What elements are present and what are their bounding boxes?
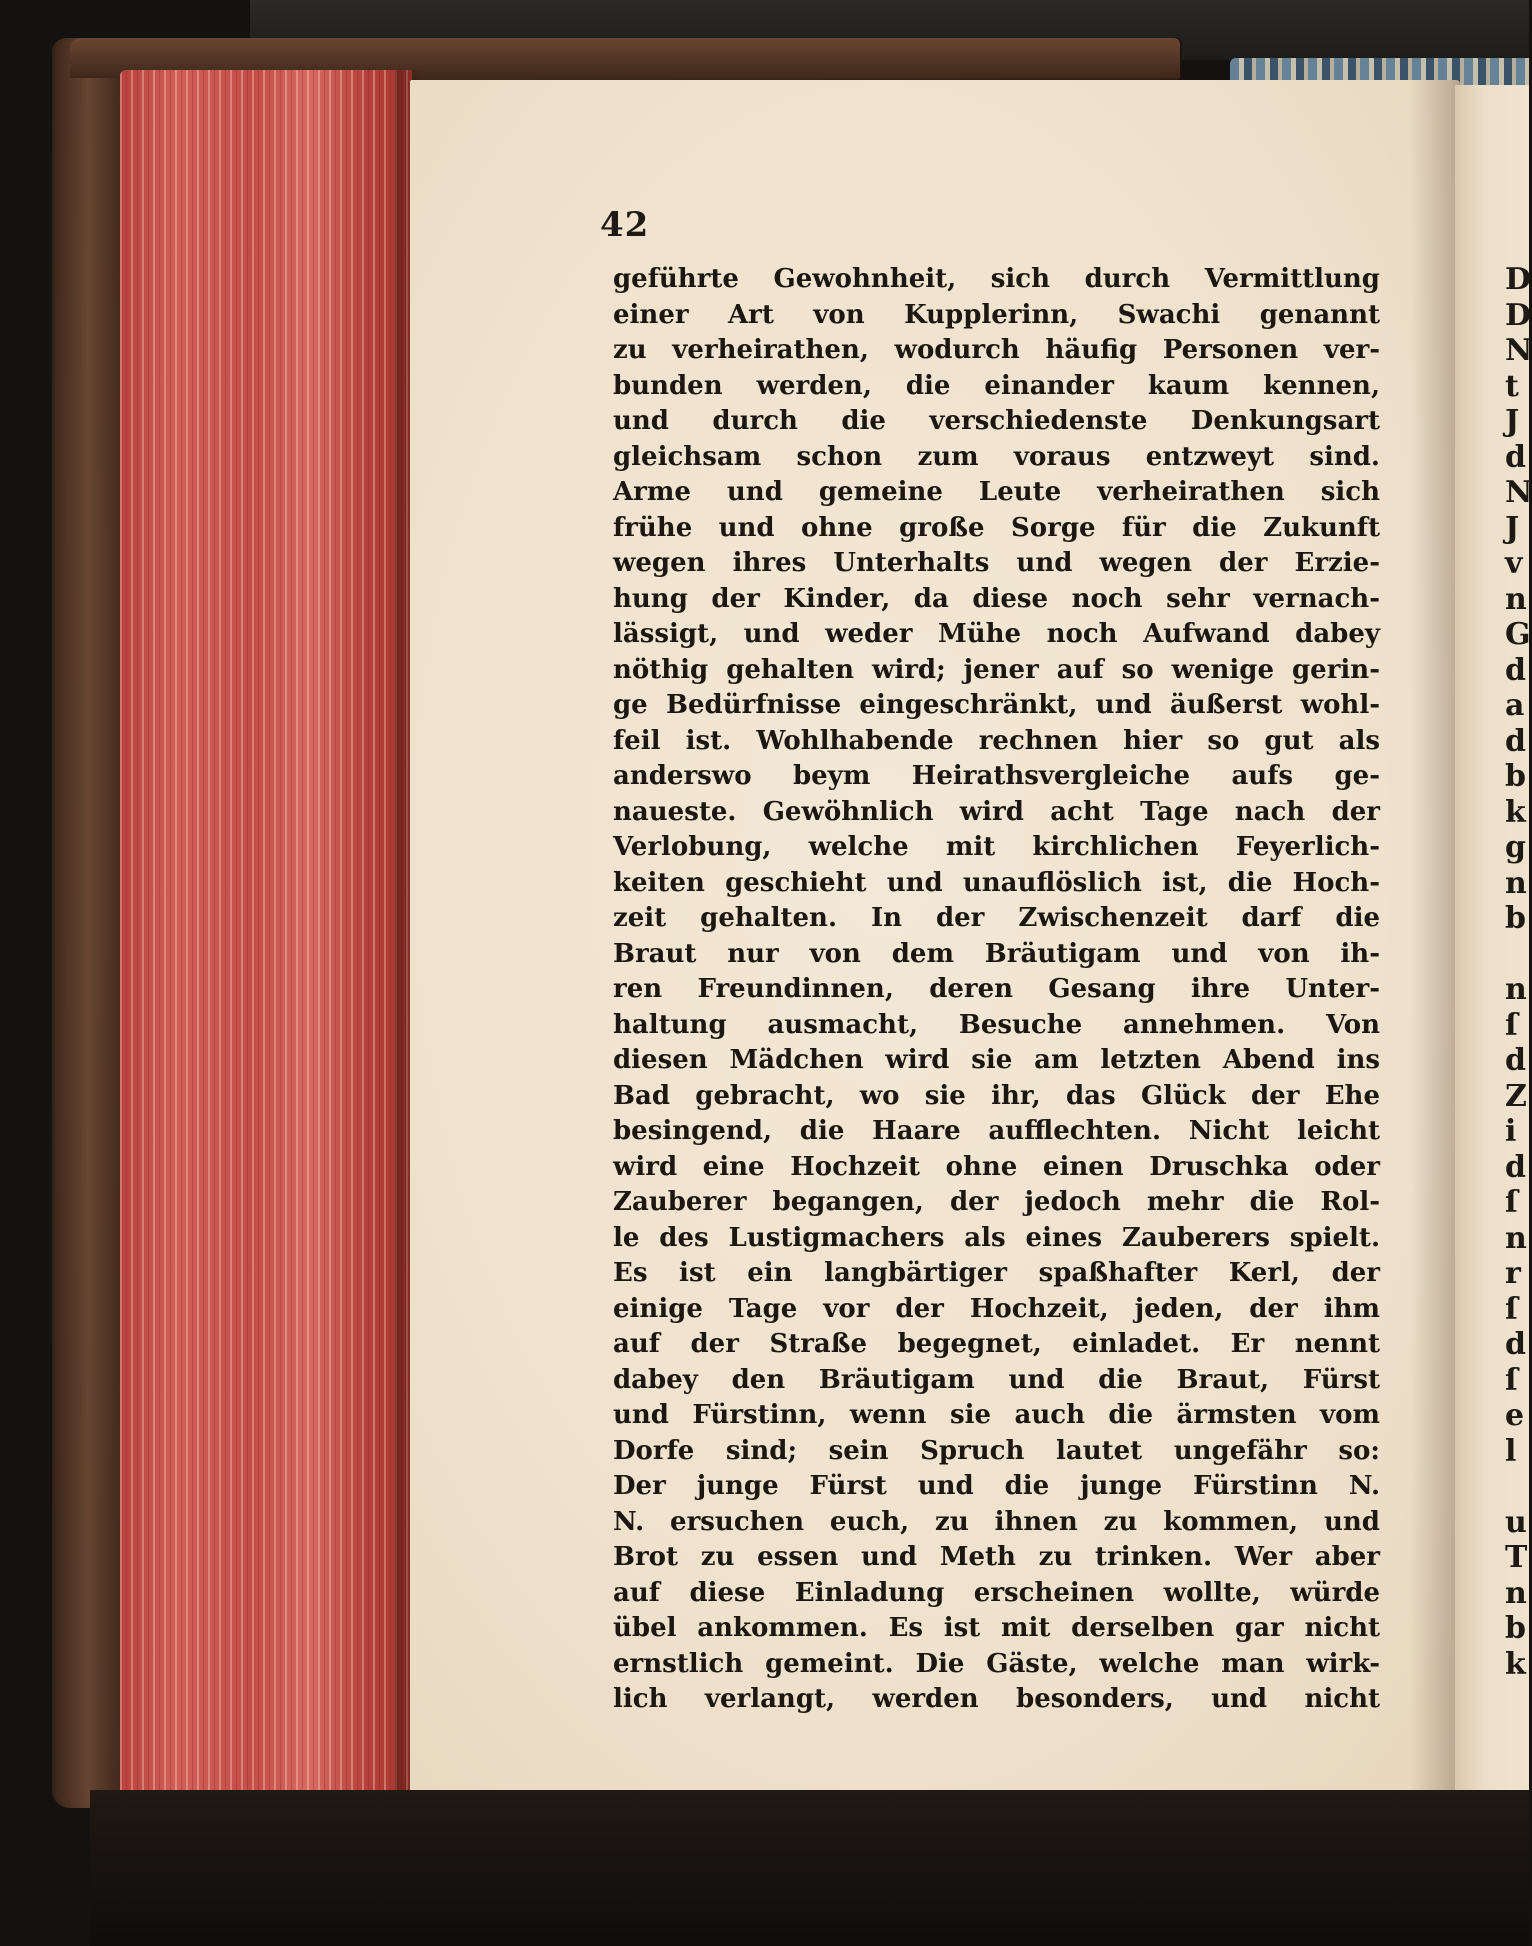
text-line: Arme und gemeine Leute verheirathen sich bbox=[613, 477, 1380, 507]
text-line: wegen ihres Unterhalts und wegen der Erzie- bbox=[613, 548, 1380, 578]
page-text bbox=[613, 262, 1380, 1718]
text-line: ren Freundinnen, deren Gesang ihre Unter- bbox=[613, 974, 1380, 1004]
text-line: nöthig gehalten wird; jener auf so wenige gerin- bbox=[613, 654, 1380, 685]
text-line: zu verheirathen, wodurch häufig Personen ver- bbox=[613, 335, 1380, 365]
text-line: hung der Kinder, da diese noch sehr vernach- bbox=[613, 583, 1380, 614]
text-line: ge Bedürfnisse eingeschränkt, und äußerst wohl- bbox=[613, 690, 1380, 720]
text-line: einer Art von Kupplerinn, Swachi genannt bbox=[613, 299, 1380, 330]
text-line: Der junge Fürst und die junge Fürstinn N. bbox=[613, 1471, 1380, 1501]
text-line: anderswo beym Heirathsvergleiche aufs ge- bbox=[613, 761, 1380, 791]
text-line: keiten geschieht und unauflöslich ist, die Hoch- bbox=[613, 867, 1380, 898]
text-line: Dorfe sind; sein Spruch lautet ungefähr so: bbox=[613, 1435, 1380, 1466]
text-line: besingend, die Haare aufflechten. Nicht leicht bbox=[613, 1116, 1380, 1146]
text-line: Es ist ein langbärtiger spaßhafter Kerl, der bbox=[613, 1258, 1380, 1288]
facing-page-text: D D N t J d N J v n G d a d b k g n b n ſ d Z i d ſ n r ſ d ſ e l u T n b k bbox=[1505, 262, 1532, 1682]
text-line: und durch die verschiedenste Denkungsart bbox=[613, 406, 1380, 436]
text-line: zeit gehalten. In der Zwischenzeit darf die bbox=[613, 903, 1380, 933]
text-line: naueste. Gewöhnlich wird acht Tage nach der bbox=[613, 796, 1380, 827]
text-line: und Fürstinn, wenn sie auch die ärmsten vom bbox=[613, 1400, 1380, 1430]
text-line: übel ankommen. Es ist mit derselben gar nicht bbox=[613, 1613, 1380, 1643]
text-line: Zauberer begangen, der jedoch mehr die Rol- bbox=[613, 1187, 1380, 1217]
text-line: gleichsam schon zum voraus entzweyt sind. bbox=[613, 441, 1380, 472]
book-gutter bbox=[1410, 80, 1460, 1800]
text-line: le des Lustigmachers als eines Zauberers spielt. bbox=[613, 1222, 1380, 1253]
text-line: haltung ausmacht, Besuche annehmen. Von bbox=[613, 1009, 1380, 1040]
text-line: frühe und ohne große Sorge für die Zukunft bbox=[613, 512, 1380, 543]
text-line: auf diese Einladung erscheinen wollte, würde bbox=[613, 1577, 1380, 1608]
text-line: feil ist. Wohlhabende rechnen hier so gut als bbox=[613, 725, 1380, 756]
table-shadow bbox=[90, 1790, 1529, 1946]
text-line: dabey den Bräutigam und die Braut, Fürst bbox=[613, 1364, 1380, 1395]
text-line: N. ersuchen euch, zu ihnen zu kommen, und bbox=[613, 1506, 1380, 1537]
text-line: bunden werden, die einander kaum kennen, bbox=[613, 370, 1380, 401]
text-line: ernstlich gemeint. Die Gäste, welche man wirk- bbox=[613, 1648, 1380, 1679]
text-line: Braut nur von dem Bräutigam und von ih- bbox=[613, 938, 1380, 969]
text-line: geführte Gewohnheit, sich durch Vermittlung bbox=[613, 264, 1380, 294]
red-page-edges bbox=[120, 70, 412, 1800]
text-line: auf der Straße begegnet, einladet. Er nennt bbox=[613, 1329, 1380, 1359]
text-line: lässigt, und weder Mühe noch Aufwand dabey bbox=[613, 619, 1380, 649]
text-line: lich verlangt, werden besonders, und nicht bbox=[613, 1684, 1380, 1714]
text-line: wird eine Hochzeit ohne einen Druschka oder bbox=[613, 1151, 1380, 1182]
text-line: Verlobung, welche mit kirchlichen Feyerlich- bbox=[613, 832, 1380, 862]
text-line: diesen Mädchen wird sie am letzten Abend ins bbox=[613, 1045, 1380, 1075]
text-line: Bad gebracht, wo sie ihr, das Glück der Ehe bbox=[613, 1080, 1380, 1111]
page-number: 42 bbox=[600, 205, 650, 245]
text-line: Brot zu essen und Meth zu trinken. Wer aber bbox=[613, 1542, 1380, 1572]
text-line: einige Tage vor der Hochzeit, jeden, der ihm bbox=[613, 1293, 1380, 1324]
